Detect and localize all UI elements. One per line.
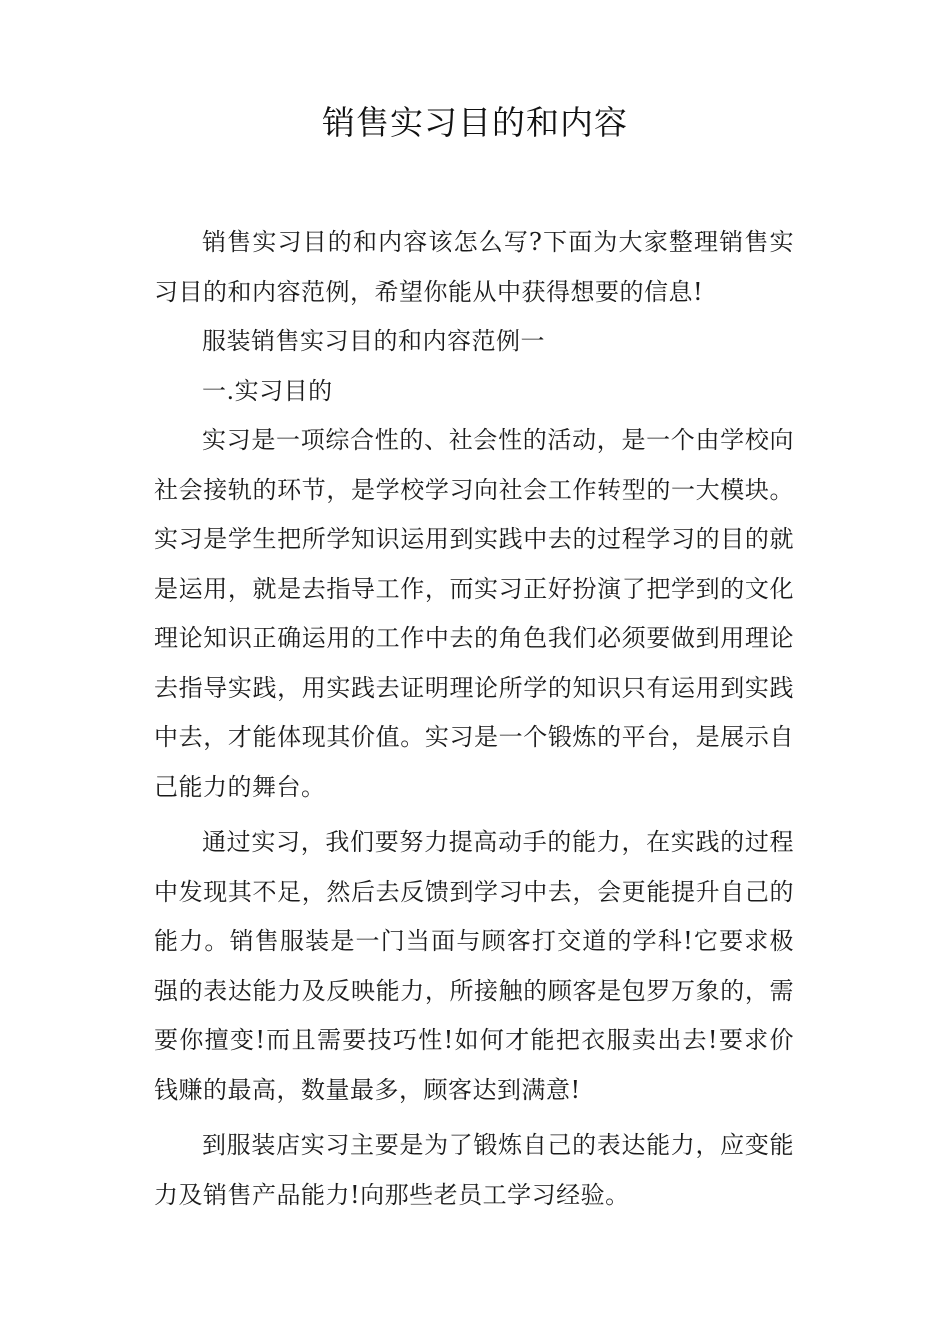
subheading-internship-purpose: 一.实习目的 <box>202 376 333 405</box>
body-paragraph: 实习是一项综合性的、社会性的活动，是一个由学校向社会接轨的环节，是学校学习向社会工作转型的一大模块。实习是学生把所学知识运用到实践中去的过程学习的目的就是运用，就是去指导工作，而实习正好扮演了把学到的文化理论知识正确运用的工作中去的角色我们必须要做到用理论去指导实践，用实践去证明理论所学的知识只有运用到实践中去，才能体现其价值。实习是一个锻炼的平台，是展示自己能力的舞台。 <box>154 426 794 801</box>
document-title: 销售实习目的和内容 <box>322 103 628 142</box>
body-paragraph: 到服装店实习主要是为了锻炼自己的表达能力，应变能力及销售产品能力!向那些老员工学习经验。 <box>154 1131 794 1209</box>
intro-paragraph: 销售实习目的和内容该怎么写?下面为大家整理销售实习目的和内容范例，希望你能从中获得想要的信息! <box>154 228 794 306</box>
body-paragraph: 通过实习，我们要努力提高动手的能力，在实践的过程中发现其不足，然后去反馈到学习中去，会更能提升自己的能力。销售服装是一门当面与顾客打交道的学科!它要求极强的表达能力及反映能力，所接触的顾客是包罗万象的，需要你擅变!而且需要技巧性!如何才能把衣服卖出去!要求价钱赚的最高，数量最多，顾客达到满意! <box>154 828 794 1104</box>
document-body <box>154 218 794 1220</box>
section-heading-example-one: 服装销售实习目的和内容范例一 <box>202 327 545 355</box>
